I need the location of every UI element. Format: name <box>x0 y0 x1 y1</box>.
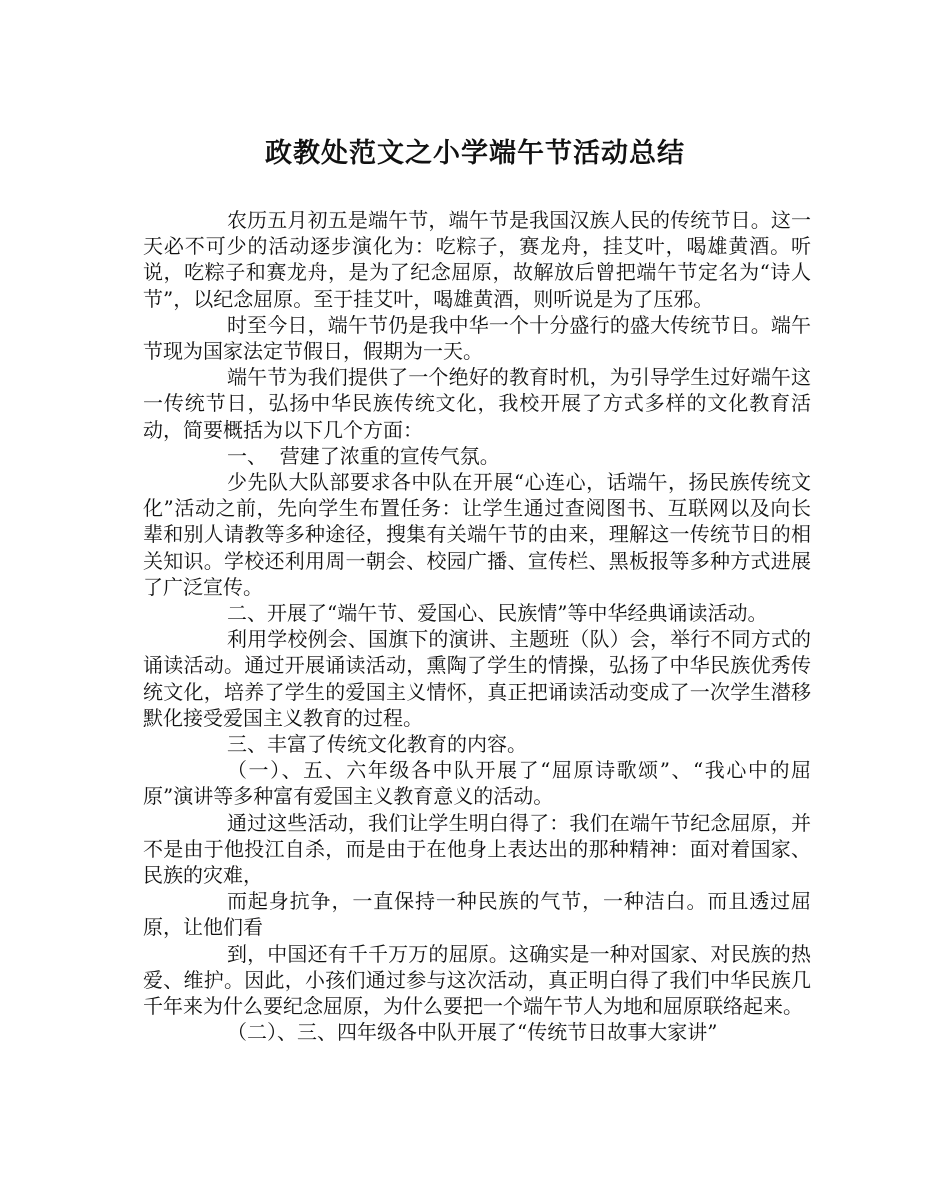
paragraph-publicity: 少先队大队部要求各中队在开展“心连心，话端午，扬民族传统文化”活动之前，先向学生布置任务：让学生通过查阅图书、互联网以及向长辈和别人请教等多种途径，搜集有关端午节的由来，理解这一传统节日的相关知识。学校还利用周一朝会、校园广播、宣传栏、黑板报等多种方式进展了广泛宣传。 <box>143 470 811 599</box>
paragraph-qu-yuan-spirit: 通过这些活动，我们让学生明白得了：我们在端午节纪念屈原，并不是由于他投江自杀，而是由于在他身上表达出的那种精神：面对着国家、民族的灾难， <box>143 810 811 888</box>
document-body <box>143 207 811 1046</box>
paragraph-recitation: 利用学校例会、国旗下的演讲、主题班（队）会，举行不同方式的诵读活动。通过开展诵读活动，熏陶了学生的情操，弘扬了中华民族优秀传统文化，培养了学生的爱国主义情怀，真正把诵读活动变成了一次学生潜移默化接受爱国主义教育的过程。 <box>143 627 811 730</box>
paragraph-patriotism: 到，中国还有千千万万的屈原。这确实是一种对国家、对民族的热爱、维护。因此，小孩们通过参与这次活动，真正明白得了我们中华民族几千年来为什么要纪念屈原，为什么要把一个端午节人为地和屈原联络起来。 <box>143 941 811 1019</box>
paragraph-resistance: 而起身抗争，一直保持一种民族的气节，一种洁白。而且透过屈原，让他们看 <box>143 889 811 940</box>
subsection-heading-2: （二）、三、四年级各中队开展了“传统节日故事大家讲” <box>227 1020 718 1045</box>
paragraph-today: 时至今日，端午节仍是我中华一个十分盛行的盛大传统节日。端午节现为国家法定节假日，假期为一天。 <box>143 312 811 364</box>
section-heading-1: 一、 营建了浓重的宣传气氛。 <box>227 443 500 468</box>
section-heading-3: 三、丰富了传统文化教育的内容。 <box>227 732 527 757</box>
section-heading-2: 二、开展了“端午节、爱国心、民族情”等中华经典诵读活动。 <box>227 601 768 626</box>
paragraph-education-opportunity: 端午节为我们提供了一个绝好的教育时机，为引导学生过好端午这一传统节日，弘扬中华民族传统文化，我校开展了方式多样的文化教育活动，简要概括为以下几个方面： <box>143 365 811 442</box>
paragraph-intro: 农历五月初五是端午节，端午节是我国汉族人民的传统节日。这一天必不可少的活动逐步演化为：吃粽子，赛龙舟，挂艾叶，喝雄黄酒。听说，吃粽子和赛龙舟，是为了纪念屈原，故解放后曾把端午节定名为“诗人节”，以纪念屈原。至于挂艾叶，喝雄黄酒，则听说是为了压邪。 <box>143 208 811 311</box>
subsection-heading-1: （一）、五、六年级各中队开展了“屈原诗歌颂”、“我心中的屈原”演讲等多种富有爱国主义教育意义的活动。 <box>143 758 811 809</box>
document-title: 政教处范文之小学端午节活动总结 <box>265 138 685 169</box>
